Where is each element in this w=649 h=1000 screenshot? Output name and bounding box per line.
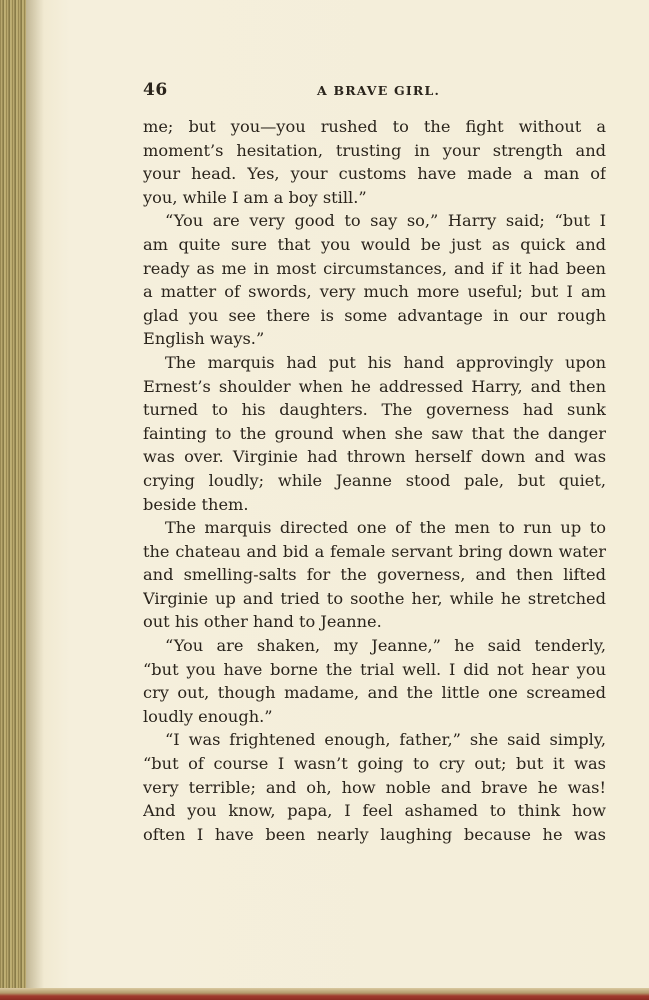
text-line: And you know, papa, I feel ashamed to think how <box>143 801 606 821</box>
text-line: Virginie up and tried to soothe her, while he stretched <box>143 588 606 608</box>
book-spine <box>0 0 26 1000</box>
text-line: often I have been nearly laughing because he was <box>143 824 606 844</box>
text-line: ready as me in most circumstances, and if it had been <box>143 258 606 278</box>
body-text <box>143 115 606 846</box>
text-line: loudly enough.” <box>143 706 273 726</box>
text-line: crying loudly; while Jeanne stood pale, but quiet, <box>143 470 606 490</box>
text-line: “I was frightened enough, father,” she said simply, <box>165 730 606 750</box>
text-line: “but of course I wasn’t going to cry out; but it was <box>143 754 606 774</box>
text-line: cry out, though madame, and the little one screamed <box>143 683 606 703</box>
text-line: was over. Virginie had thrown herself down and was <box>143 447 606 467</box>
text-line: “but you have borne the trial well. I did not hear you <box>143 659 606 679</box>
text-line: the chateau and bid a female servant bring down water <box>143 541 606 561</box>
text-line: your head. Yes, your customs have made a man of <box>143 164 606 184</box>
text-line: “You are very good to say so,” Harry said; “but I <box>165 211 606 231</box>
text-line: The marquis had put his hand approvingly upon <box>165 352 606 372</box>
text-line: Ernest’s shoulder when he addressed Harry, and then <box>143 376 606 396</box>
text-line: me; but you—you rushed to the fight without a <box>143 117 606 136</box>
text-line: English ways.” <box>143 329 265 349</box>
text-line: “You are shaken, my Jeanne,” he said tenderly, <box>165 636 606 656</box>
page-bottom-edge <box>0 988 649 1000</box>
text-line: beside them. <box>143 494 249 514</box>
gutter-shadow <box>26 0 44 1000</box>
text-line: out his other hand to Jeanne. <box>143 612 382 632</box>
text-line: The marquis directed one of the men to run up to <box>165 518 606 538</box>
text-line: am quite sure that you would be just as quick and <box>143 234 606 254</box>
text-line: very terrible; and oh, how noble and brave he was! <box>143 777 606 797</box>
text-line: glad you see there is some advantage in our rough <box>143 305 606 325</box>
text-line: and smelling-salts for the governess, and then lifted <box>143 565 606 585</box>
page-number: 46 <box>143 80 168 100</box>
running-title: A BRAVE GIRL. <box>317 83 441 98</box>
text-line: a matter of swords, very much more useful; but I am <box>143 282 606 302</box>
text-line: fainting to the ground when she saw that the danger <box>143 423 606 443</box>
page-header <box>143 80 606 102</box>
text-line: turned to his daughters. The governess had sunk <box>143 400 606 420</box>
text-line: you, while I am a boy still.” <box>143 187 367 207</box>
text-line: moment’s hesitation, trusting in your strength and <box>143 140 606 160</box>
